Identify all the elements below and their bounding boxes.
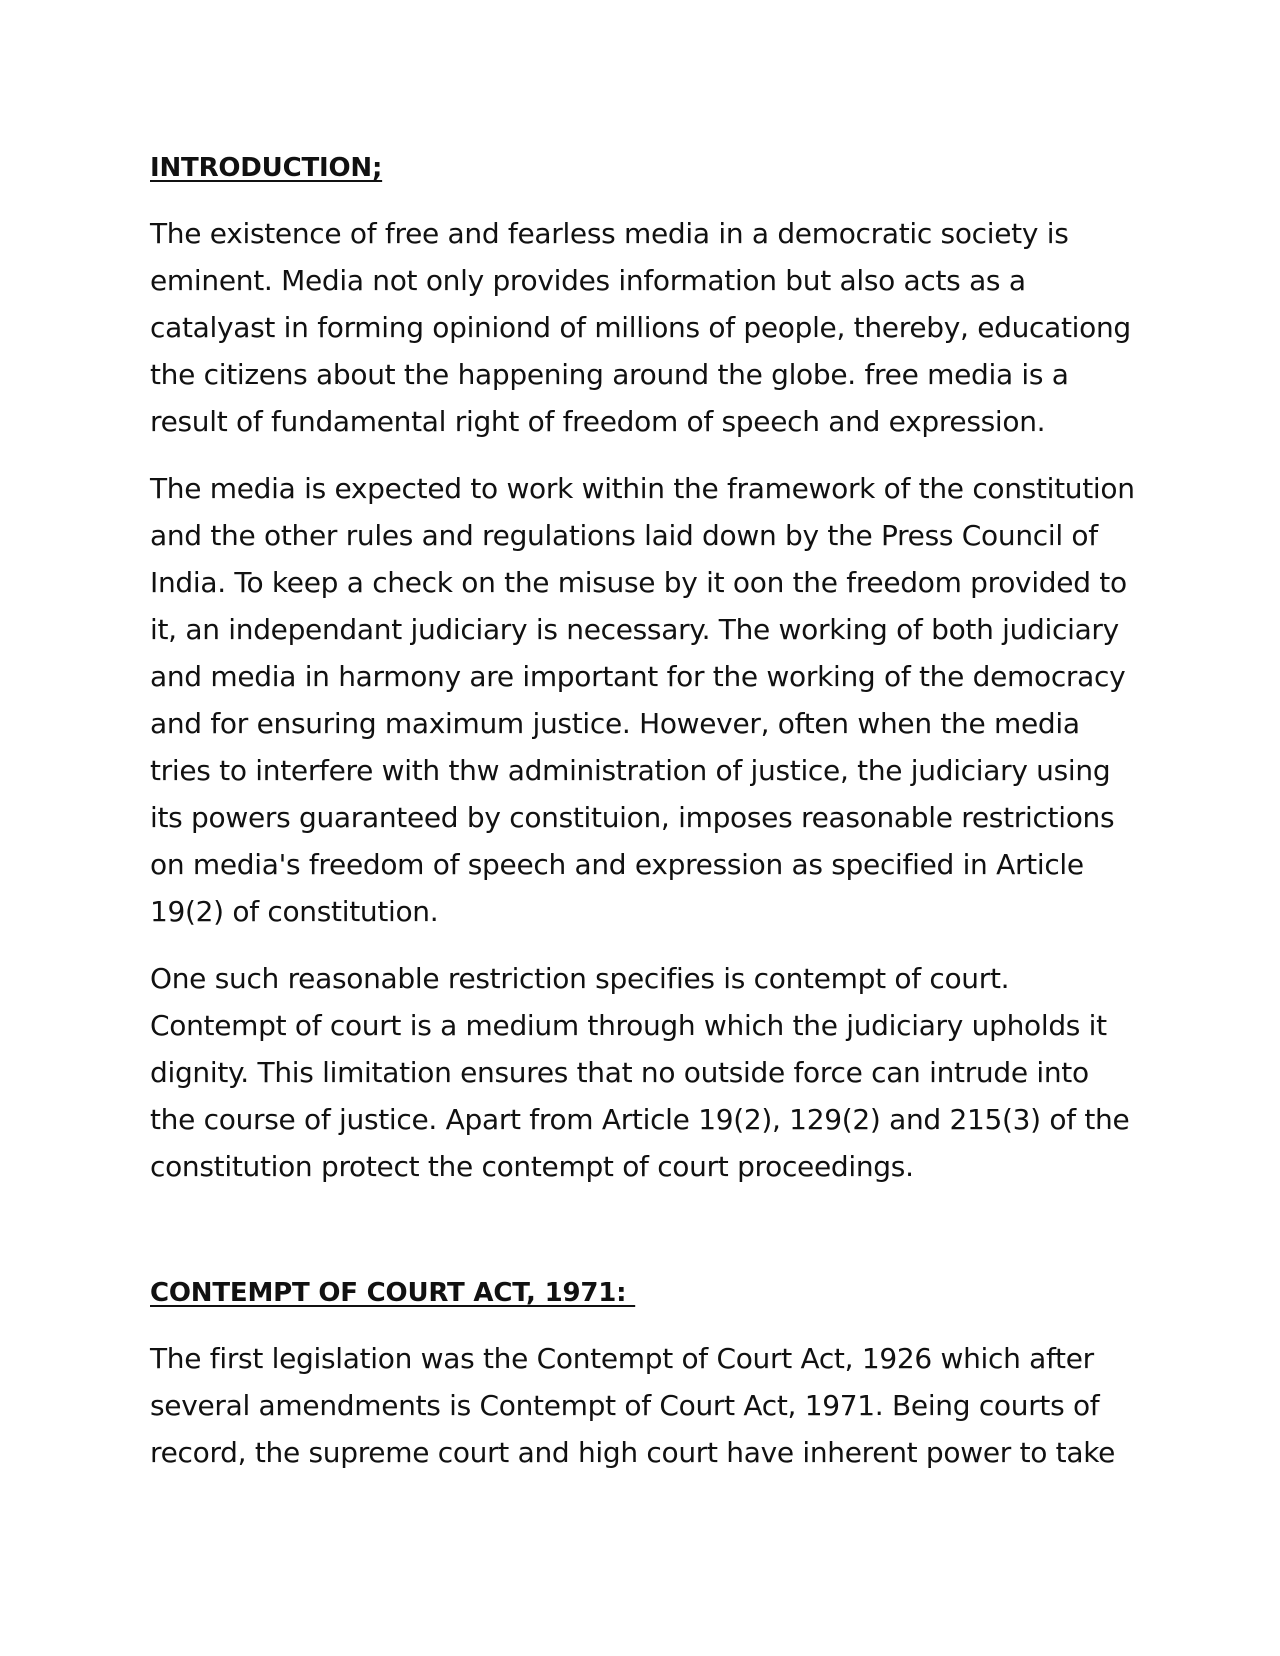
paragraph-contempt-restriction: One such reasonable restriction specifies is contempt of court. Contempt of court is a medium through which the judiciary upholds it dignity. This limitation ensures that no outside force can intrude into the course of justice. Apart from Article 19(2), 129(2) and 215(3) of the constitution protect the contempt of court proceedings. <box>150 962 1130 1184</box>
section-heading-introduction: INTRODUCTION; <box>150 153 383 183</box>
section-heading-contempt-act: CONTEMPT OF COURT ACT, 1971: <box>150 1278 636 1309</box>
paragraph-media-framework: The media is expected to work within the framework of the constitution and the other rules and regulations laid down by the Press Council of India. To keep a check on the misuse by it oon the freedom provided to it, an independant judiciary is necessary. The working of both judiciary and media in harmony are important for the working of the democracy and for ensuring maximum justice. However, often when the media tries to interfere with thw administration of justice, the judiciary using its powers guaranteed by constituion, imposes reasonable restrictions on media's freedom of speech and expression as specified in Article 19(2) of constitution. <box>150 472 1135 929</box>
paragraph-first-legislation: The first legislation was the Contempt of Court Act, 1926 which after several amendments is Contempt of Court Act, 1971. Being courts of record, the supreme court and high court have inherent power to take <box>150 1342 1116 1470</box>
document-body <box>150 151 1140 1476</box>
paragraph-free-media: The existence of free and fearless media in a democratic society is eminent. Media not only provides information but also acts as a catalyast in forming opiniond of millions of people, thereby, educationg the citizens about the happening around the globe. free media is a result of fundamental right of freedom of speech and expression. <box>150 217 1131 439</box>
